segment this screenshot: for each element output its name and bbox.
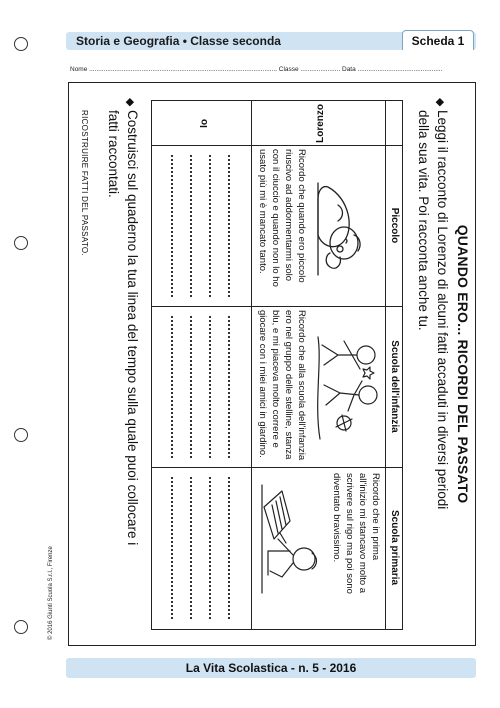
task-line-2: fatti raccontati.	[106, 110, 121, 198]
table-divider	[152, 467, 402, 468]
child-writing-illustration	[249, 481, 326, 601]
binder-hole-4	[14, 620, 28, 634]
subject-title: Storia e Geografia • Classe seconda	[76, 34, 281, 48]
baby-sleeping-illustration	[307, 179, 384, 279]
writing-line	[228, 155, 230, 297]
cell-text-piccolo-1: Ricordo che quando ero piccolo	[296, 149, 307, 283]
bullet-icon: ◆	[434, 98, 446, 107]
cell-text-infanzia-1: Ricordo che alla scuola dell'infanzia	[296, 310, 307, 461]
copyright-note: © 2016 Giunti Scuola S.r.l., Firenze	[48, 546, 54, 640]
cell-text-primaria-1: Ricordo che in prima	[370, 473, 381, 561]
writing-line	[171, 477, 173, 619]
writing-line	[190, 477, 192, 619]
memories-table	[151, 100, 403, 630]
name-field[interactable]: Nome ........................................................................................................	[70, 66, 277, 73]
binder-hole-2	[14, 236, 28, 250]
footer-band	[66, 658, 476, 678]
objective-caption: RICOSTRUIRE FATTI DEL PASSATO.	[80, 110, 89, 256]
writing-line	[190, 316, 192, 458]
cell-text-infanzia-3: blu, e mi piaceva molto correre e	[270, 310, 281, 448]
table-divider	[152, 306, 402, 307]
cell-text-piccolo-3: con il ciuccio e quando non lo ho	[270, 149, 281, 287]
cell-text-piccolo-2: riuscivo ad addormentarmi solo	[283, 149, 294, 282]
table-divider	[152, 145, 402, 146]
writing-line	[209, 316, 211, 458]
writing-line	[190, 155, 192, 297]
date-field[interactable]: Data ...............................................	[342, 66, 443, 73]
column-header-primaria: Scuola primaria	[389, 509, 400, 586]
writing-line	[171, 155, 173, 297]
cell-text-infanzia-4: giocare con i miei amici in giardino.	[257, 310, 268, 458]
cell-text-primaria-2: all'inizio mi stancavo molto a	[357, 473, 368, 594]
cell-text-primaria-4: diventato bravissimo.	[331, 473, 342, 563]
footer-text: La Vita Scolastica - n. 5 - 2016	[185, 661, 357, 675]
task-line-1: Costruisci sul quaderno la tua linea del tempo sulla quale puoi collocare i	[125, 110, 140, 546]
student-info-line	[70, 66, 480, 73]
children-playing-illustration	[307, 333, 384, 443]
column-header-piccolo: Piccolo	[389, 207, 400, 244]
binder-hole-3	[14, 428, 28, 442]
instruction-line-2: della sua vita. Poi racconta anche tu.	[416, 110, 431, 331]
class-field[interactable]: Classe ......................	[278, 66, 341, 73]
writing-line	[209, 477, 211, 619]
writing-line	[228, 477, 230, 619]
sheet-label: Scheda 1	[402, 30, 474, 50]
row-label-lorenzo: Lorenzo	[315, 103, 326, 143]
binder-hole-1	[14, 37, 28, 51]
writing-line	[209, 155, 211, 297]
bullet-icon: ◆	[124, 98, 136, 107]
cell-text-infanzia-2: ero nel gruppo delle stelline, stanza	[283, 310, 294, 460]
cell-text-primaria-3: scrivere sul rigo ma poi sono	[344, 473, 355, 594]
worksheet-panel	[70, 84, 475, 644]
writing-line	[171, 316, 173, 458]
worksheet-title: QUANDO ERO... RICORDI DEL PASSATO	[455, 224, 471, 504]
row-label-io: Io	[199, 118, 210, 128]
instruction-line-1: Leggi il racconto di Lorenzo di alcuni fatti accaduti in diversi periodi	[435, 110, 450, 510]
writing-line	[228, 316, 230, 458]
cell-text-piccolo-4: usato più mi è mancato tanto.	[257, 149, 268, 274]
column-header-infanzia: Scuola dell'infanzia	[389, 340, 400, 433]
